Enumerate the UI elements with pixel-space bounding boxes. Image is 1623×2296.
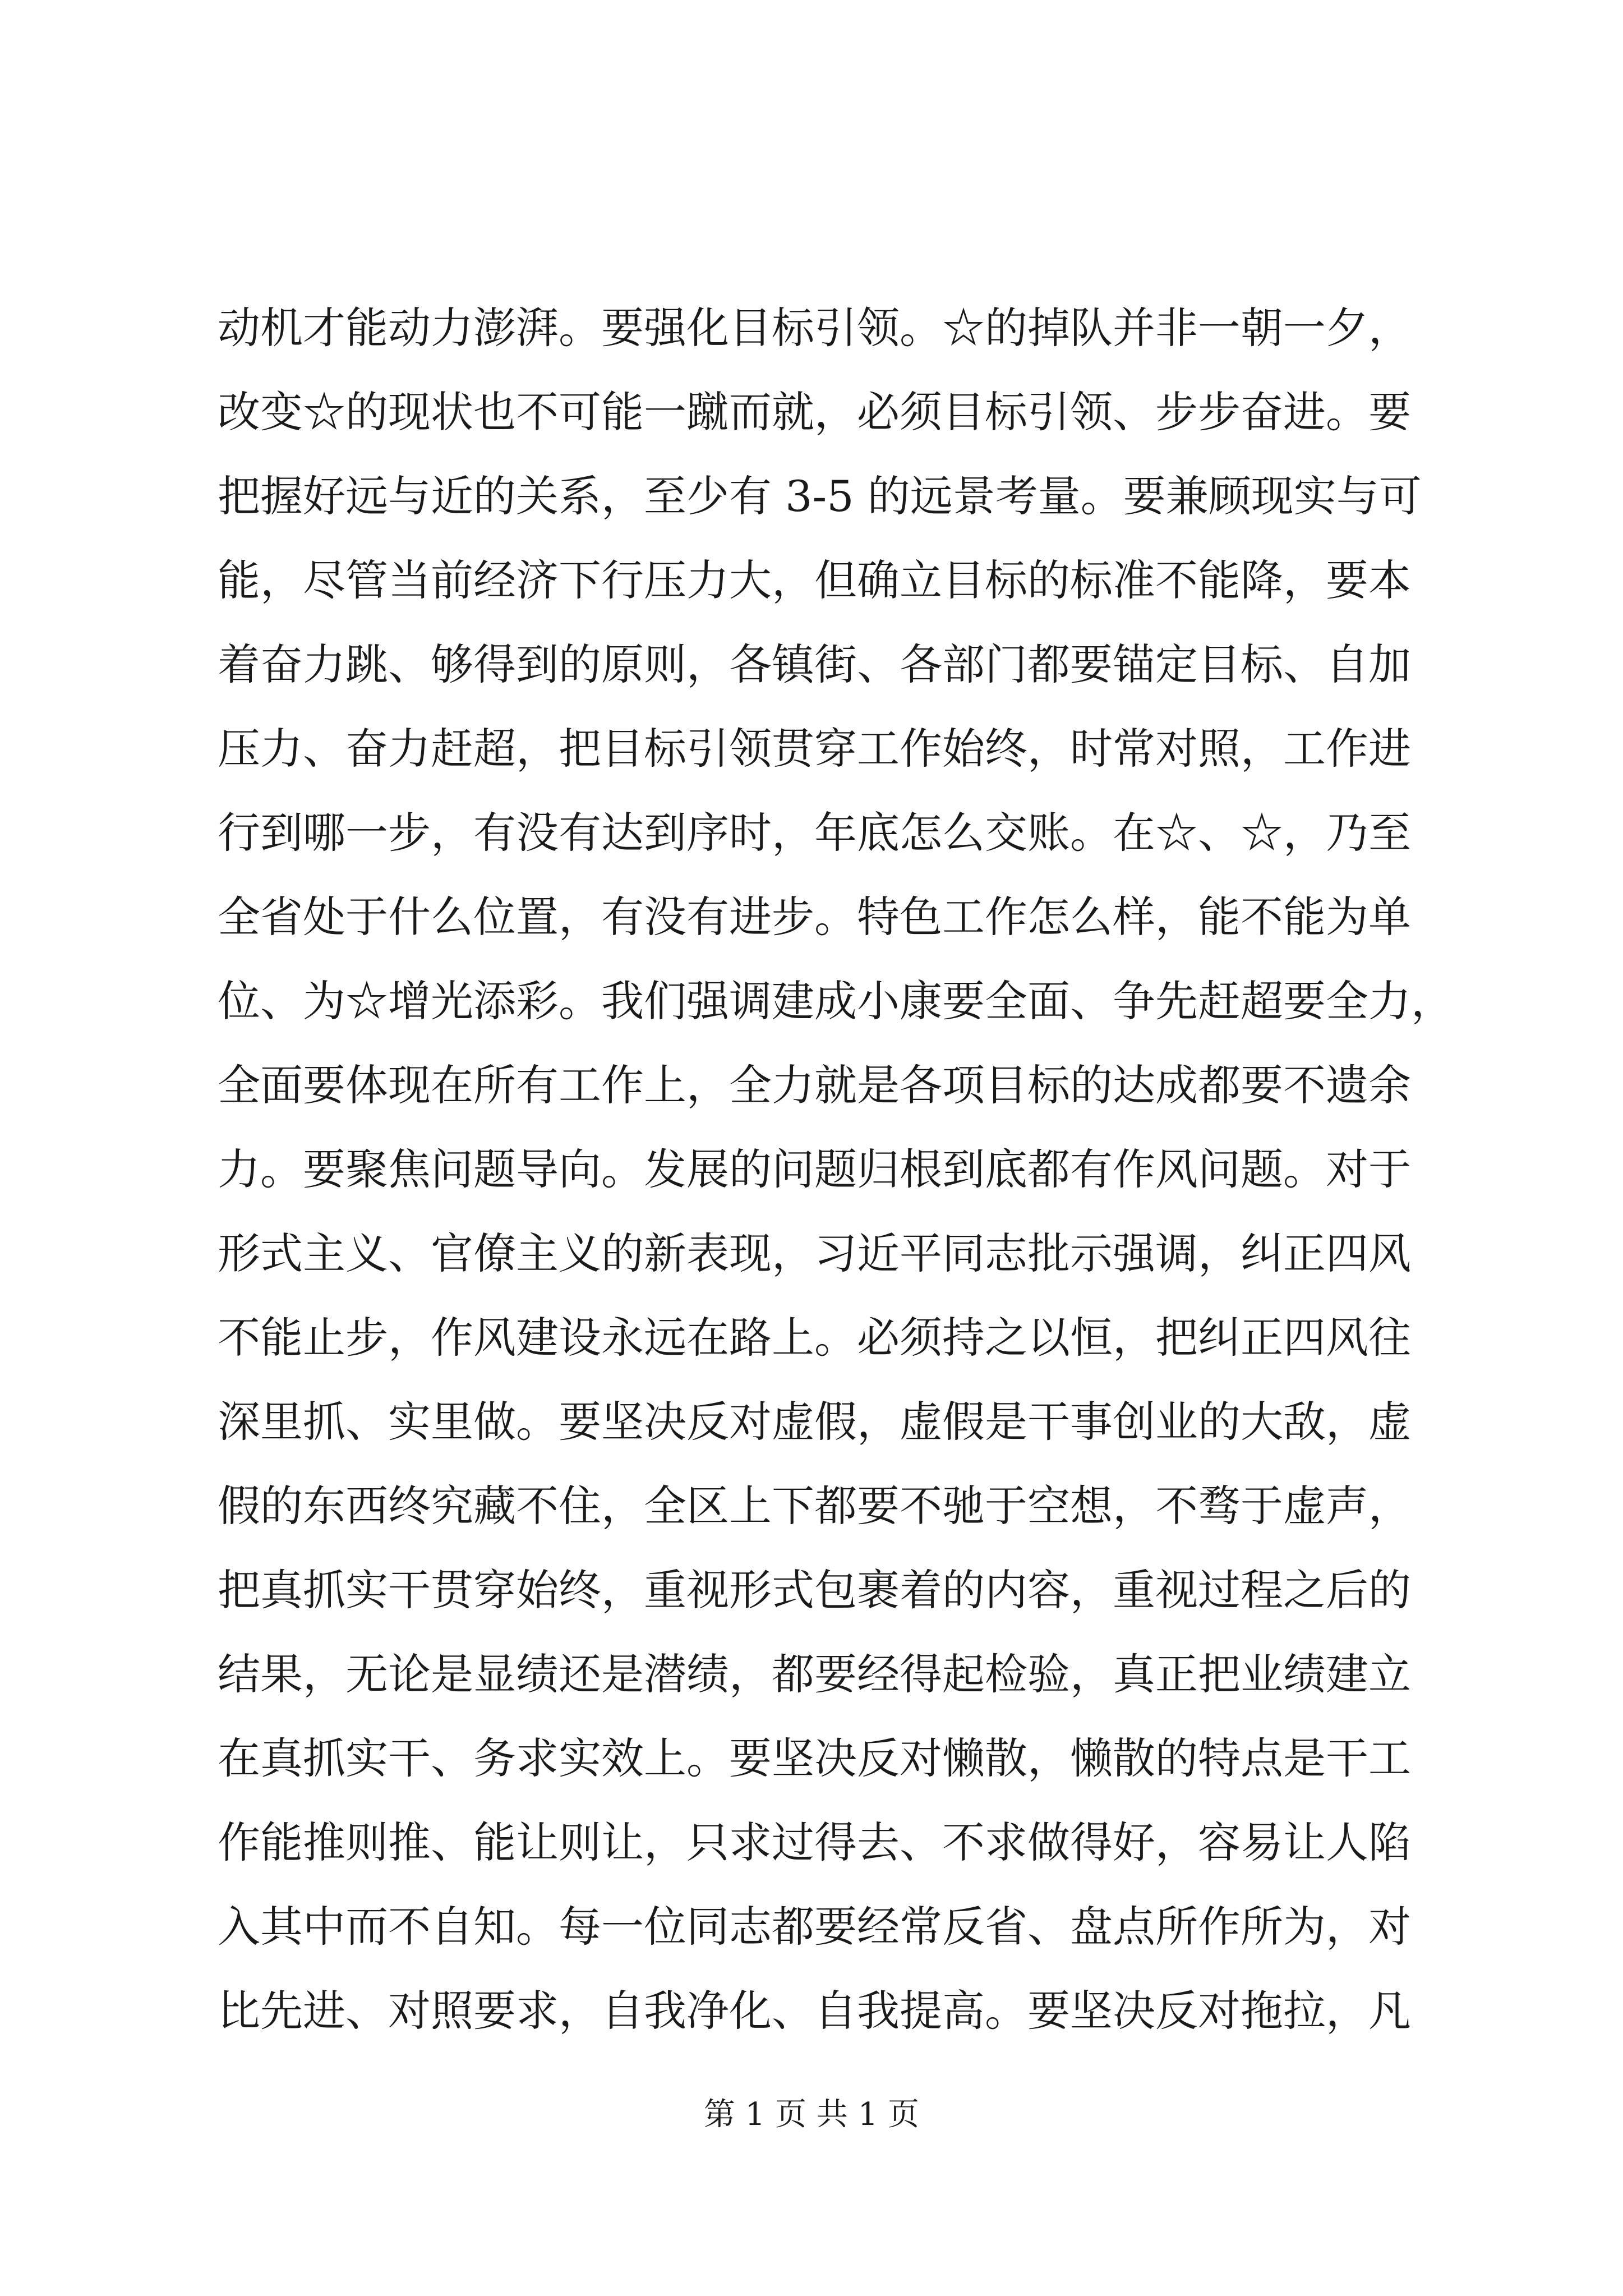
- text-line: 不能止步，作风建设永远在路上。必须持之以恒，把纠正四风往: [218, 1313, 1411, 1363]
- text-line: 在真抓实干、务求实效上。要坚决反对懒散，懒散的特点是干工: [218, 1733, 1411, 1783]
- text-line: 入其中而不自知。每一位同志都要经常反省、盘点所作所为，对: [218, 1902, 1411, 1952]
- text-line: 力。要聚焦问题导向。发展的问题归根到底都有作风问题。对于: [218, 1144, 1411, 1194]
- text-line: 改变☆的现状也不可能一蹴而就，必须目标引领、步步奋进。要: [218, 387, 1411, 437]
- text-line: 着奋力跳、够得到的原则，各镇街、各部门都要锚定目标、自加: [218, 639, 1411, 689]
- text-line: 能，尽管当前经济下行压力大，但确立目标的标准不能降，要本: [218, 555, 1411, 605]
- text-line: 行到哪一步，有没有达到序时，年底怎么交账。在☆、☆，乃至: [218, 808, 1411, 858]
- text-line: 假的东西终究藏不住，全区上下都要不驰于空想，不骛于虚声，: [218, 1481, 1411, 1531]
- text-line: 全面要体现在所有工作上，全力就是各项目标的达成都要不遗余: [218, 1060, 1411, 1110]
- text-line: 动机才能动力澎湃。要强化目标引领。☆的掉队并非一朝一夕，: [218, 303, 1411, 353]
- text-line: 把握好远与近的关系，至少有 3-5 的远景考量。要兼顾现实与可: [218, 471, 1422, 521]
- body-text: [218, 286, 1454, 2053]
- text-line: 形式主义、官僚主义的新表现，习近平同志批示强调，纠正四风: [218, 1228, 1411, 1278]
- text-line: 比先进、对照要求，自我净化、自我提高。要坚决反对拖拉，凡: [218, 1986, 1411, 2036]
- text-line: 结果，无论是显绩还是潜绩，都要经得起检验，真正把业绩建立: [218, 1649, 1411, 1699]
- page-footer: 第 1 页 共 1 页: [703, 2096, 920, 2133]
- text-line: 深里抓、实里做。要坚决反对虚假，虚假是干事创业的大敌，虚: [218, 1397, 1411, 1447]
- text-line: 压力、奋力赶超，把目标引领贯穿工作始终，时常对照，工作进: [218, 724, 1411, 774]
- text-line: 把真抓实干贯穿始终，重视形式包裹着的内容，重视过程之后的: [218, 1565, 1411, 1615]
- text-line: 作能推则推、能让则让，只求过得去、不求做得好，容易让人陷: [218, 1818, 1411, 1867]
- text-line: 位、为☆增光添彩。我们强调建成小康要全面、争先赶超要全力，: [218, 976, 1454, 1026]
- text-line: 全省处于什么位置，有没有进步。特色工作怎么样，能不能为单: [218, 892, 1411, 942]
